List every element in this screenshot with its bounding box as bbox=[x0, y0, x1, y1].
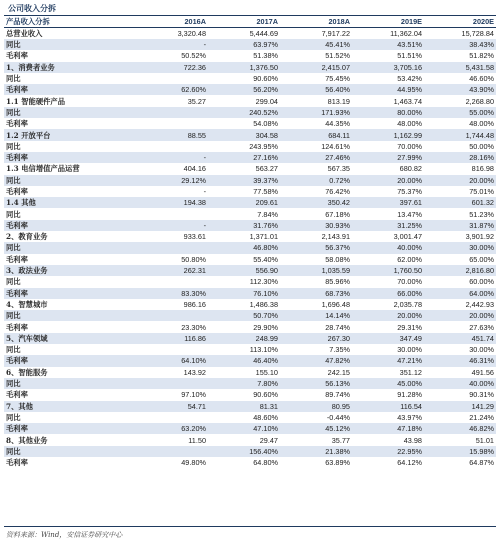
cell-value: 27.63% bbox=[469, 322, 494, 332]
cell-value: 75.45% bbox=[325, 74, 350, 84]
cell-value: 90.31% bbox=[469, 390, 494, 400]
cell-value: 88.55 bbox=[136, 129, 208, 140]
cell-value: 3,901.92 bbox=[465, 232, 494, 242]
cell-value bbox=[136, 276, 208, 287]
cell-value: 242.15 bbox=[327, 367, 350, 377]
row-label: 毛利率 bbox=[6, 390, 28, 400]
row-label: 毛利率 bbox=[4, 152, 136, 163]
cell-value: 156.40% bbox=[208, 446, 280, 457]
cell-value: 46.82% bbox=[424, 423, 496, 434]
table-row bbox=[4, 423, 496, 434]
cell-value bbox=[136, 242, 208, 253]
cell-value: 64.87% bbox=[469, 458, 494, 468]
cell-value: 77.58% bbox=[253, 187, 278, 196]
cell-value: 48.00% bbox=[469, 119, 494, 129]
row-label: 毛利率 bbox=[6, 254, 28, 264]
table-row bbox=[4, 367, 496, 378]
cell-value: 64.80% bbox=[253, 458, 278, 468]
cell-value: -0.44% bbox=[326, 412, 350, 422]
cell-value: 97.10% bbox=[181, 390, 206, 400]
table-row bbox=[4, 321, 496, 332]
cell-value: 491.56 bbox=[471, 367, 494, 377]
cell-value: 31.87% bbox=[424, 220, 496, 231]
cell-value bbox=[136, 378, 208, 389]
cell-value: 2,415.07 bbox=[280, 62, 352, 73]
header-year: 2018A bbox=[280, 16, 352, 28]
cell-value: 0.72% bbox=[280, 175, 352, 186]
table-row bbox=[4, 299, 496, 310]
table-row bbox=[4, 333, 496, 344]
row-label: 1.2 开放平台 bbox=[4, 129, 136, 140]
cell-value: 46.31% bbox=[424, 355, 496, 366]
row-label: 1.1 智能硬件产品 bbox=[6, 96, 66, 106]
row-label: 总营业收入 bbox=[6, 29, 43, 38]
table-row bbox=[4, 95, 496, 106]
cell-value: 23.30% bbox=[181, 322, 206, 332]
cell-value: 43.97% bbox=[397, 412, 422, 422]
cell-value: 262.31 bbox=[136, 265, 208, 276]
cell-value: 90.60% bbox=[253, 74, 278, 84]
cell-value bbox=[136, 446, 208, 457]
cell-value: 451.74 bbox=[424, 333, 496, 344]
cell-value: 240.52% bbox=[208, 107, 280, 118]
cell-value: 56.40% bbox=[280, 84, 352, 95]
cell-value: 56.20% bbox=[208, 84, 280, 95]
cell-value: 53.42% bbox=[397, 74, 422, 84]
cell-value: 21.38% bbox=[280, 446, 352, 457]
header-row bbox=[4, 16, 496, 28]
cell-value: 22.95% bbox=[352, 446, 424, 457]
cell-value: 70.00% bbox=[397, 141, 422, 151]
cell-value: 60.00% bbox=[469, 277, 494, 287]
cell-value: 29.31% bbox=[397, 322, 422, 332]
cell-value: 43.90% bbox=[424, 84, 496, 95]
cell-value: 45.00% bbox=[352, 378, 424, 389]
cell-value: 601.32 bbox=[424, 197, 496, 208]
source-note: 资料来源：Wind，安信证券研究中心 bbox=[6, 531, 123, 539]
cell-value: 50.70% bbox=[208, 310, 280, 321]
row-label: 1、消费者业务 bbox=[4, 62, 136, 73]
table-row bbox=[4, 175, 496, 186]
row-label: 同比 bbox=[4, 310, 136, 321]
cell-value: 51.82% bbox=[469, 51, 494, 61]
cell-value: 15,728.84 bbox=[461, 29, 494, 38]
cell-value: 1,371.01 bbox=[249, 232, 278, 242]
table-row bbox=[4, 231, 496, 242]
table-row bbox=[4, 378, 496, 389]
cell-value bbox=[136, 141, 208, 152]
cell-value: 27.99% bbox=[352, 152, 424, 163]
cell-value: 46.80% bbox=[208, 242, 280, 253]
cell-value: 76.42% bbox=[325, 187, 350, 196]
cell-value: 43.51% bbox=[352, 39, 424, 50]
table-row bbox=[4, 107, 496, 118]
table-row bbox=[4, 344, 496, 355]
cell-value: 45.12% bbox=[280, 423, 352, 434]
table-row bbox=[4, 197, 496, 208]
table-row bbox=[4, 457, 496, 468]
cell-value: 556.90 bbox=[208, 265, 280, 276]
cell-value: 11.50 bbox=[188, 435, 206, 445]
cell-value: 38.43% bbox=[424, 39, 496, 50]
cell-value: 68.73% bbox=[280, 288, 352, 299]
cell-value: 28.74% bbox=[325, 322, 350, 332]
row-label: 同比 bbox=[4, 107, 136, 118]
cell-value: 58.08% bbox=[325, 254, 350, 264]
row-label: 3、政法业务 bbox=[4, 265, 136, 276]
cell-value: 13.47% bbox=[397, 209, 422, 219]
cell-value: 7.80% bbox=[208, 378, 280, 389]
cell-value: 91.28% bbox=[397, 390, 422, 400]
cell-value: 347.49 bbox=[352, 333, 424, 344]
cell-value: 80.95 bbox=[280, 401, 352, 412]
cell-value: 67.18% bbox=[325, 209, 350, 219]
cell-value: 66.00% bbox=[352, 288, 424, 299]
header-label: 产品收入分拆 bbox=[4, 16, 136, 28]
cell-value: 64.00% bbox=[424, 288, 496, 299]
row-label: 毛利率 bbox=[6, 51, 28, 61]
cell-value: 2,442.93 bbox=[465, 299, 494, 309]
row-label: 同比 bbox=[6, 412, 21, 422]
cell-value: 397.61 bbox=[352, 197, 424, 208]
row-label: 同比 bbox=[6, 209, 21, 219]
row-label: 同比 bbox=[4, 446, 136, 457]
cell-value bbox=[136, 118, 208, 129]
table-caption: 公司收入分拆 bbox=[8, 3, 56, 13]
row-label: 8、其他业务 bbox=[6, 435, 48, 445]
cell-value: 143.92 bbox=[183, 367, 206, 377]
table-row bbox=[4, 208, 496, 219]
table-row bbox=[4, 242, 496, 253]
table-row bbox=[4, 62, 496, 73]
table-row bbox=[4, 186, 496, 197]
cell-value: 567.35 bbox=[327, 164, 350, 174]
table-row bbox=[4, 254, 496, 265]
cell-value: 51.51% bbox=[397, 51, 422, 61]
row-label: 毛利率 bbox=[6, 119, 28, 129]
row-label: 同比 bbox=[4, 242, 136, 253]
cell-value: 51.38% bbox=[253, 51, 278, 61]
cell-value: 55.00% bbox=[424, 107, 496, 118]
cell-value: 112.30% bbox=[249, 277, 278, 287]
cell-value bbox=[136, 208, 208, 219]
cell-value: 14.14% bbox=[280, 310, 352, 321]
cell-value: 116.86 bbox=[136, 333, 208, 344]
row-label: 6、智能服务 bbox=[6, 367, 48, 377]
cell-value: 680.82 bbox=[399, 164, 422, 174]
cell-value: 51.01 bbox=[475, 435, 494, 445]
cell-value: 20.00% bbox=[424, 310, 496, 321]
row-label: 7、其他 bbox=[4, 401, 136, 412]
header-year: 2020E bbox=[424, 16, 496, 28]
header-year: 2019E bbox=[352, 16, 424, 28]
cell-value: 75.01% bbox=[469, 187, 494, 196]
cell-value: 2,035.78 bbox=[393, 299, 422, 309]
cell-value: 350.42 bbox=[280, 197, 352, 208]
cell-value: 35.27 bbox=[187, 96, 206, 106]
cell-value: 28.16% bbox=[424, 152, 496, 163]
row-label: 毛利率 bbox=[4, 220, 136, 231]
row-label: 同比 bbox=[4, 378, 136, 389]
cell-value: 54.71 bbox=[136, 401, 208, 412]
table-row bbox=[4, 389, 496, 400]
cell-value: 44.95% bbox=[352, 84, 424, 95]
cell-value: 3,320.48 bbox=[177, 29, 206, 38]
cell-value: 684.11 bbox=[280, 129, 352, 140]
row-label: 同比 bbox=[6, 141, 21, 151]
cell-value bbox=[136, 73, 208, 84]
cell-value: 54.08% bbox=[253, 119, 278, 129]
cell-value: 243.95% bbox=[249, 141, 278, 151]
cell-value: 89.74% bbox=[325, 390, 350, 400]
row-label: 1.4 其他 bbox=[4, 197, 136, 208]
cell-value: 51.52% bbox=[325, 51, 350, 61]
cell-value: 299.04 bbox=[255, 96, 278, 106]
cell-value: 65.00% bbox=[469, 254, 494, 264]
cell-value: 3,001.47 bbox=[393, 232, 422, 242]
row-label: 毛利率 bbox=[6, 187, 28, 196]
cell-value: 70.00% bbox=[397, 277, 422, 287]
table-row bbox=[4, 28, 496, 40]
cell-value: 46.60% bbox=[469, 74, 494, 84]
cell-value: 1,035.59 bbox=[280, 265, 352, 276]
cell-value: 20.00% bbox=[424, 175, 496, 186]
cell-value: 29.90% bbox=[253, 322, 278, 332]
cell-value: 48.00% bbox=[397, 119, 422, 129]
cell-value: 48.60% bbox=[253, 412, 278, 422]
cell-value: 563.27 bbox=[255, 164, 278, 174]
bottom-rule bbox=[4, 526, 496, 527]
cell-value: 933.61 bbox=[183, 232, 206, 242]
cell-value: 62.60% bbox=[136, 84, 208, 95]
cell-value: 47.82% bbox=[280, 355, 352, 366]
cell-value: 44.35% bbox=[325, 119, 350, 129]
cell-value: 49.80% bbox=[181, 458, 206, 468]
header-year: 2017A bbox=[208, 16, 280, 28]
cell-value bbox=[136, 344, 208, 355]
cell-value: 47.21% bbox=[352, 355, 424, 366]
cell-value: 63.97% bbox=[208, 39, 280, 50]
cell-value: 63.20% bbox=[136, 423, 208, 434]
cell-value: 351.12 bbox=[399, 367, 422, 377]
cell-value: 2,816.80 bbox=[424, 265, 496, 276]
cell-value: 816.98 bbox=[471, 164, 494, 174]
table-row bbox=[4, 265, 496, 276]
table-row bbox=[4, 276, 496, 287]
cell-value: 30.00% bbox=[397, 345, 422, 355]
table-row bbox=[4, 310, 496, 321]
header-year: 2016A bbox=[136, 16, 208, 28]
cell-value: 83.30% bbox=[136, 288, 208, 299]
row-label: 1.3 电信增值产品运营 bbox=[6, 164, 80, 174]
cell-value: 813.19 bbox=[327, 96, 350, 106]
cell-value: 76.10% bbox=[208, 288, 280, 299]
table-row bbox=[4, 288, 496, 299]
cell-value: 27.16% bbox=[208, 152, 280, 163]
cell-value: 63.89% bbox=[325, 458, 350, 468]
cell-value: 267.30 bbox=[280, 333, 352, 344]
cell-value: 30.00% bbox=[424, 242, 496, 253]
table-row bbox=[4, 50, 496, 61]
cell-value: 194.38 bbox=[136, 197, 208, 208]
cell-value: 85.96% bbox=[325, 277, 350, 287]
cell-value: 40.00% bbox=[352, 242, 424, 253]
cell-value: 46.40% bbox=[208, 355, 280, 366]
cell-value: 56.37% bbox=[280, 242, 352, 253]
row-label: 4、智慧城市 bbox=[6, 299, 48, 309]
cell-value: 1,696.48 bbox=[321, 299, 350, 309]
table-row bbox=[4, 412, 496, 423]
row-label: 同比 bbox=[4, 39, 136, 50]
cell-value: 5,444.69 bbox=[249, 29, 278, 38]
cell-value: 5,431.58 bbox=[424, 62, 496, 73]
cell-value: 45.41% bbox=[280, 39, 352, 50]
cell-value: - bbox=[136, 152, 208, 163]
cell-value: 64.10% bbox=[136, 355, 208, 366]
cell-value: 40.00% bbox=[424, 378, 496, 389]
row-label: 同比 bbox=[6, 74, 21, 84]
cell-value: 2,143.91 bbox=[321, 232, 350, 242]
cell-value: 64.12% bbox=[397, 458, 422, 468]
table-row bbox=[4, 220, 496, 231]
row-label: 毛利率 bbox=[4, 84, 136, 95]
table-row bbox=[4, 401, 496, 412]
table-row bbox=[4, 141, 496, 152]
cell-value: - bbox=[136, 39, 208, 50]
cell-value: 55.40% bbox=[253, 254, 278, 264]
cell-value: 1,744.48 bbox=[424, 129, 496, 140]
row-label: 同比 bbox=[4, 175, 136, 186]
cell-value: 39.37% bbox=[208, 175, 280, 186]
cell-value: 56.13% bbox=[280, 378, 352, 389]
cell-value: 30.93% bbox=[280, 220, 352, 231]
cell-value: 51.23% bbox=[469, 209, 494, 219]
row-label: 毛利率 bbox=[6, 322, 28, 332]
cell-value: 81.31 bbox=[208, 401, 280, 412]
cell-value: 155.10 bbox=[255, 367, 278, 377]
row-label: 毛利率 bbox=[4, 423, 136, 434]
cell-value: 35.77 bbox=[331, 435, 350, 445]
cell-value: 31.76% bbox=[208, 220, 280, 231]
cell-value: 75.37% bbox=[397, 187, 422, 196]
cell-value: 1,760.50 bbox=[352, 265, 424, 276]
table-row bbox=[4, 84, 496, 95]
cell-value: 62.00% bbox=[397, 254, 422, 264]
cell-value: 2,268.80 bbox=[465, 96, 494, 106]
row-label: 同比 bbox=[6, 277, 21, 287]
row-label: 同比 bbox=[6, 345, 21, 355]
cell-value: 30.00% bbox=[469, 345, 494, 355]
cell-value: 113.10% bbox=[249, 345, 278, 355]
cell-value: 116.54 bbox=[352, 401, 424, 412]
cell-value: 7.35% bbox=[329, 345, 350, 355]
cell-value: 1,486.38 bbox=[249, 299, 278, 309]
cell-value: 3,705.16 bbox=[352, 62, 424, 73]
cell-value: 171.93% bbox=[280, 107, 352, 118]
cell-value: 11,362.04 bbox=[390, 29, 422, 38]
cell-value: 124.61% bbox=[321, 141, 350, 151]
cell-value: 7.84% bbox=[257, 209, 278, 219]
table-row bbox=[4, 446, 496, 457]
cell-value: 27.46% bbox=[280, 152, 352, 163]
row-label: 5、汽车领域 bbox=[4, 333, 136, 344]
cell-value: 50.52% bbox=[181, 51, 206, 61]
row-label: 毛利率 bbox=[4, 288, 136, 299]
revenue-breakdown-table bbox=[4, 16, 496, 468]
cell-value: 80.00% bbox=[352, 107, 424, 118]
cell-value: 31.25% bbox=[352, 220, 424, 231]
cell-value bbox=[136, 412, 208, 423]
cell-value: 50.80% bbox=[181, 254, 206, 264]
table-row bbox=[4, 355, 496, 366]
cell-value: 1,162.99 bbox=[352, 129, 424, 140]
cell-value: 722.36 bbox=[136, 62, 208, 73]
cell-value bbox=[136, 310, 208, 321]
cell-value: 7,917.22 bbox=[321, 29, 350, 38]
table-row bbox=[4, 163, 496, 174]
cell-value: 29.12% bbox=[136, 175, 208, 186]
row-label: 毛利率 bbox=[4, 355, 136, 366]
cell-value: 209.61 bbox=[208, 197, 280, 208]
cell-value: 1,376.50 bbox=[208, 62, 280, 73]
table-row bbox=[4, 129, 496, 140]
cell-value: 404.16 bbox=[183, 164, 206, 174]
cell-value: 43.98 bbox=[403, 435, 422, 445]
table-row bbox=[4, 73, 496, 84]
cell-value: 141.29 bbox=[424, 401, 496, 412]
table-row bbox=[4, 39, 496, 50]
cell-value: 47.10% bbox=[208, 423, 280, 434]
cell-value: 29.47 bbox=[259, 435, 278, 445]
cell-value: 304.58 bbox=[208, 129, 280, 140]
cell-value: 20.00% bbox=[352, 310, 424, 321]
cell-value: 90.60% bbox=[253, 390, 278, 400]
table-row bbox=[4, 434, 496, 445]
cell-value: 20.00% bbox=[352, 175, 424, 186]
cell-value: - bbox=[203, 187, 206, 196]
row-label: 毛利率 bbox=[6, 458, 28, 468]
cell-value: - bbox=[136, 220, 208, 231]
cell-value: 248.99 bbox=[208, 333, 280, 344]
cell-value: 21.24% bbox=[469, 412, 494, 422]
table-row bbox=[4, 118, 496, 129]
cell-value: 15.98% bbox=[424, 446, 496, 457]
cell-value: 986.16 bbox=[183, 299, 206, 309]
row-label: 2、教育业务 bbox=[6, 232, 48, 242]
cell-value bbox=[136, 107, 208, 118]
cell-value: 1,463.74 bbox=[393, 96, 422, 106]
table-row bbox=[4, 152, 496, 163]
cell-value: 47.18% bbox=[352, 423, 424, 434]
cell-value: 50.00% bbox=[469, 141, 494, 151]
